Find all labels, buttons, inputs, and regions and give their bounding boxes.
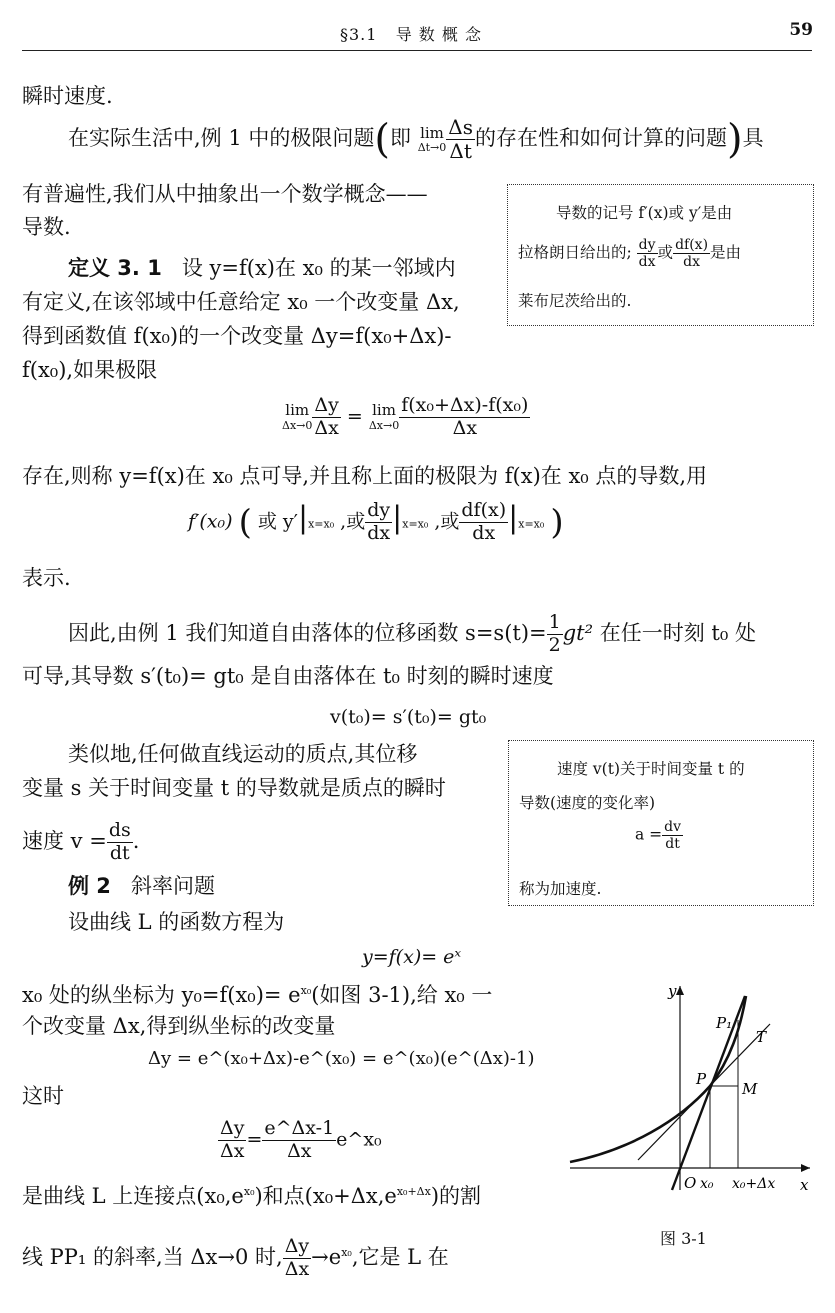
label-x0dx: x₀+Δx: [732, 1176, 776, 1192]
paragraph-2-line2: 导数.: [22, 215, 71, 239]
paragraph-continuation: 瞬时速度.: [22, 84, 113, 108]
y-axis-arrow-icon: [676, 986, 684, 995]
label-x0: x₀: [700, 1176, 714, 1192]
header-rule: [22, 50, 812, 51]
label-O: O: [684, 1174, 697, 1192]
paragraph-2-line1: 有普遍性,我们从中抽象出一个数学概念——: [22, 182, 428, 206]
secant-PP1: [672, 996, 745, 1190]
paragraph-9: 这时: [22, 1084, 64, 1108]
velocity-formula: v(t₀)= s′(t₀)= gt₀: [330, 706, 487, 728]
definition-line6: 表示.: [22, 566, 71, 590]
page-number: 59: [789, 20, 813, 40]
paragraph-8: 个改变量 Δx,得到纵坐标的改变量: [22, 1014, 336, 1038]
label-P: P: [696, 1070, 707, 1088]
delta-y-formula: Δy = e^(x₀+Δx)-e^(x₀) = e^(x₀)(e^(Δx)-1): [148, 1048, 535, 1069]
running-header: [340, 22, 482, 45]
paragraph-6: 设曲线 L 的函数方程为: [68, 910, 285, 934]
label-x: x: [800, 1176, 809, 1194]
paragraph-5-line2: 变量 s 关于时间变量 t 的导数就是质点的瞬时: [22, 776, 446, 800]
curve-equation: y=f(x)= eˣ: [362, 946, 462, 968]
label-T: T: [756, 1028, 767, 1046]
paragraph-10: 是曲线 L 上连接点$(x_0,e^{x_0})$和点$(x_0+\Delta x,e^{x_0+\Delta x})$的割: [22, 1184, 482, 1208]
label-M: M: [742, 1080, 758, 1098]
margin-note-acceleration: 速度 v(t)关于时间变量 t 的 导数(速度的变化率) a = $\frac{dv}{dt}$ 称为加速度.: [508, 740, 814, 906]
derivative-limit-formula: lim Δx→0 $\frac{\Delta y}{\Delta x}$ = lim Δx→0 $\frac{\text{f(x₀+Δx)-f(x₀)}}{\Delta x}$: [282, 394, 529, 439]
definition-line5: 存在,则称 y=f(x)在 x₀ 点可导,并且称上面的极限为 f(x)在 x₀ 点的导数,用: [22, 464, 708, 488]
section-number: §3.1: [340, 25, 378, 44]
definition-line2: 有定义,在该邻域中任意给定 x₀ 一个改变量 Δx,: [22, 290, 460, 314]
label-P1: P₁: [716, 1014, 733, 1032]
figure-caption: 图 3-1: [660, 1229, 707, 1248]
paragraph-11: 线 PP₁ 的斜率,当 Δx→0 时, $\frac{\Delta y}{\Delta x}$ $\to e^{x_0}$,它是 L 在: [22, 1235, 449, 1280]
paragraph-4: 可导,其导数 s′(t₀)= gt₀ 是自由落体在 t₀ 时刻的瞬时速度: [22, 664, 554, 688]
paragraph-5-line1: 类似地,任何做直线运动的质点,其位移: [68, 742, 418, 766]
definition-line3: 得到函数值 f(x₀)的一个改变量 Δy=f(x₀+Δx)-: [22, 324, 452, 348]
ratio-formula: $\frac{\Delta y}{\Delta x}$ = $\frac{e\^{}\Delta x-1}{\Delta x}$ e^x₀: [220, 1117, 382, 1162]
paragraph-3: 因此,由例 1 我们知道自由落体的位移函数 s=s(t)= $\frac{1}{2}$ gt² 在任一时刻 t₀ 处: [68, 611, 756, 656]
section-title: 导 数 概 念: [395, 25, 482, 44]
right-brace: ): [727, 116, 743, 163]
x-axis-arrow-icon: [801, 1164, 810, 1172]
paragraph-7: x₀ 处的纵坐标为 $y_0=f(x_0)= e^{x_0}$(如图 3-1),给 x₀ 一: [22, 983, 493, 1007]
figure-3-1: [560, 980, 820, 1200]
derivative-notation-formula: f′(x₀) ( 或 y′|x=x₀ ,或 $\frac{dy}{dx}$ |x=x₀ ,或 $\frac{df(x)}{dx}$ |x=x₀ ): [188, 499, 564, 544]
definition-line1: 定义 3. 1 设 y=f(x)在 x₀ 的某一邻域内: [68, 256, 456, 280]
definition-label: 定义 3. 1: [68, 256, 162, 280]
example-2-heading: 例 2 斜率问题: [68, 874, 215, 898]
definition-line4: f(x₀),如果极限: [22, 358, 158, 382]
paragraph-1: 在实际生活中,例 1 中的极限问题(即 lim Δt→0 $\frac{\Delta s}{\Delta t}$ 的存在性和如何计算的问题)具: [68, 115, 764, 163]
margin-note-notation: 导数的记号 f′(x)或 y′是由 拉格朗日给出的; $\frac{dy}{dx}$ 或 $\frac{df(x)}{dx}$ 是由 莱布尼茨给出的.: [507, 184, 814, 326]
paragraph-5-line3: 速度 v = $\frac{ds}{dt}$ .: [22, 819, 140, 864]
label-y: y: [668, 982, 677, 1000]
left-brace: (: [374, 116, 390, 163]
lim-ds-dt: lim Δt→0: [417, 123, 447, 154]
